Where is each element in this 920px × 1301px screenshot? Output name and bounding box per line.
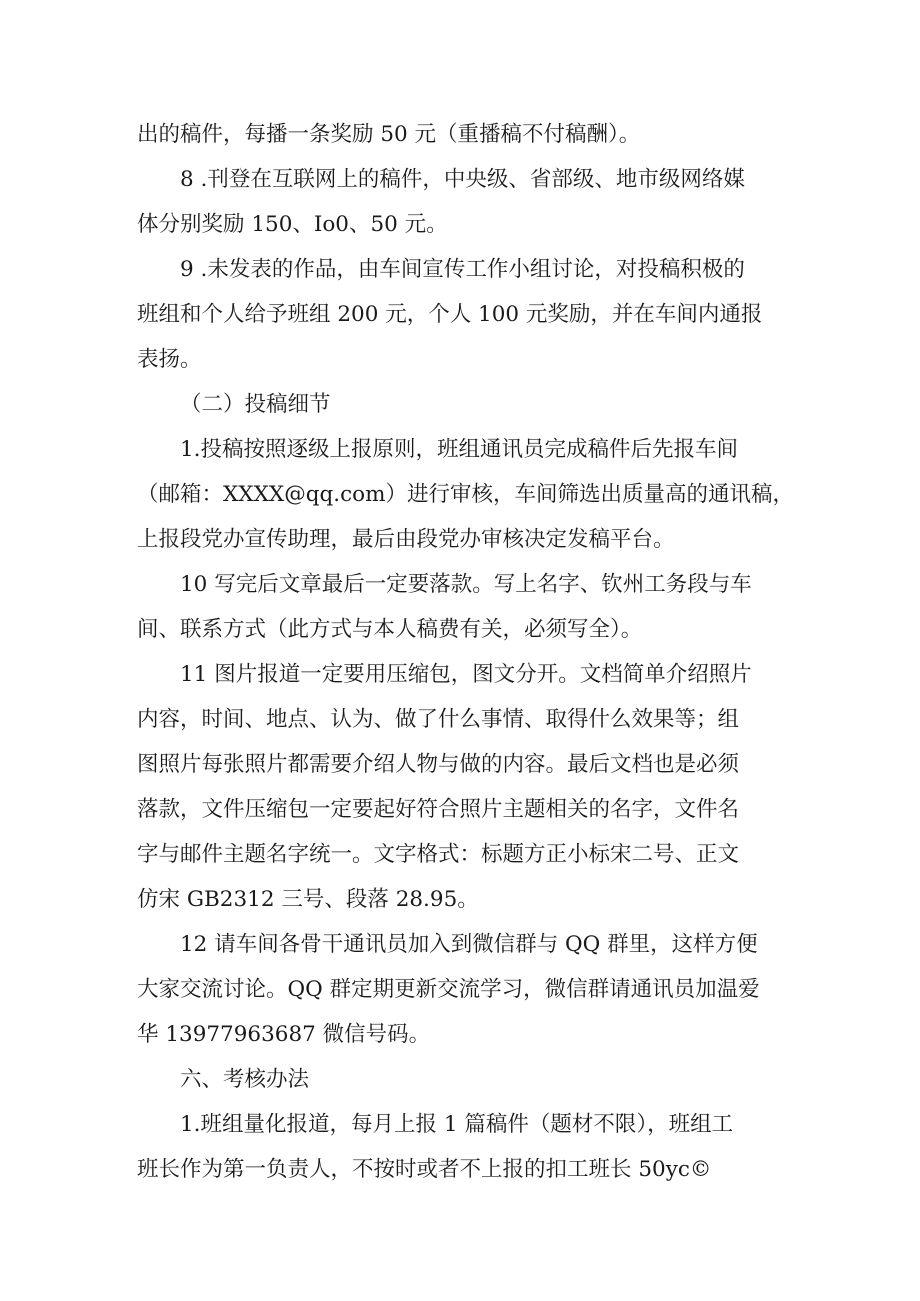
text-line: 落款，文件压缩包一定要起好符合照片主题相关的名字，文件名 bbox=[137, 797, 740, 822]
paragraph-p6 bbox=[137, 652, 787, 922]
text-line: 8 .刊登在互联网上的稿件，中央级、省部级、地市级网络媒 bbox=[180, 167, 745, 192]
text-line: 12 请车间各骨干通讯员加入到微信群与 QQ 群里，这样方便 bbox=[180, 932, 758, 957]
paragraph-p9 bbox=[137, 1102, 787, 1192]
text-line: 间、联系方式（此方式与本人稿费有关，必须写全）。 bbox=[137, 617, 643, 642]
text-line: 10 写完后文章最后一定要落款。写上名字、钦州工务段与车 bbox=[180, 572, 752, 597]
paragraph-p0 bbox=[137, 112, 787, 157]
text-line: 内容，时间、地点、认为、做了什么事情、取得什么效果等；组 bbox=[137, 707, 740, 732]
text-line: 班组和个人给予班组 200 元，个人 100 元奖励，并在车间内通报 bbox=[137, 302, 763, 327]
paragraph-p7 bbox=[137, 922, 787, 1057]
text-line: （二）投稿细节 bbox=[180, 392, 331, 417]
section-heading-assessment bbox=[137, 1057, 787, 1102]
text-line: 六、考核办法 bbox=[180, 1067, 310, 1092]
text-line: 华 13977963687 微信号码。 bbox=[137, 1022, 431, 1047]
paragraph-p1 bbox=[137, 157, 787, 247]
text-line: 1.班组量化报道，每月上报 1 篇稿件（题材不限），班组工 bbox=[180, 1112, 734, 1137]
text-line: 大家交流讨论。QQ 群定期更新交流学习，微信群请通讯员加温爱 bbox=[137, 977, 760, 1002]
text-line: 11 图片报道一定要用压缩包，图文分开。文档简单介绍照片 bbox=[180, 662, 752, 687]
text-line: 上报段党办宣传助理，最后由段党办审核决定发稿平台。 bbox=[137, 527, 675, 552]
text-line: 表扬。 bbox=[137, 347, 202, 372]
section-heading-submission-details bbox=[137, 382, 787, 427]
text-line: 9 .未发表的作品，由车间宣传工作小组讨论，对投稿积极的 bbox=[180, 257, 745, 282]
text-line: 仿宋 GB2312 三号、段落 28.95。 bbox=[137, 887, 479, 912]
paragraph-p5 bbox=[137, 562, 787, 652]
text-line: 出的稿件，每播一条奖励 50 元（重播稿不付稿酬）。 bbox=[137, 122, 641, 147]
paragraph-p2 bbox=[137, 247, 787, 382]
text-line: 图照片每张照片都需要介绍人物与做的内容。最后文档也是必须 bbox=[137, 752, 740, 777]
text-line: （邮箱：XXXX@qq.com）进行审核，车间筛选出质量高的通讯稿， bbox=[137, 482, 794, 507]
text-line: 1.投稿按照逐级上报原则，班组通讯员完成稿件后先报车间 bbox=[180, 437, 739, 462]
text-line: 体分别奖励 150、Io0、50 元。 bbox=[137, 212, 448, 237]
document-body bbox=[137, 112, 794, 1192]
paragraph-p4 bbox=[137, 427, 794, 562]
text-line: 字与邮件主题名字统一。文字格式：标题方正小标宋二号、正文 bbox=[137, 842, 740, 867]
text-line: 班长作为第一负责人，不按时或者不上报的扣工班长 50yc© bbox=[137, 1157, 712, 1182]
